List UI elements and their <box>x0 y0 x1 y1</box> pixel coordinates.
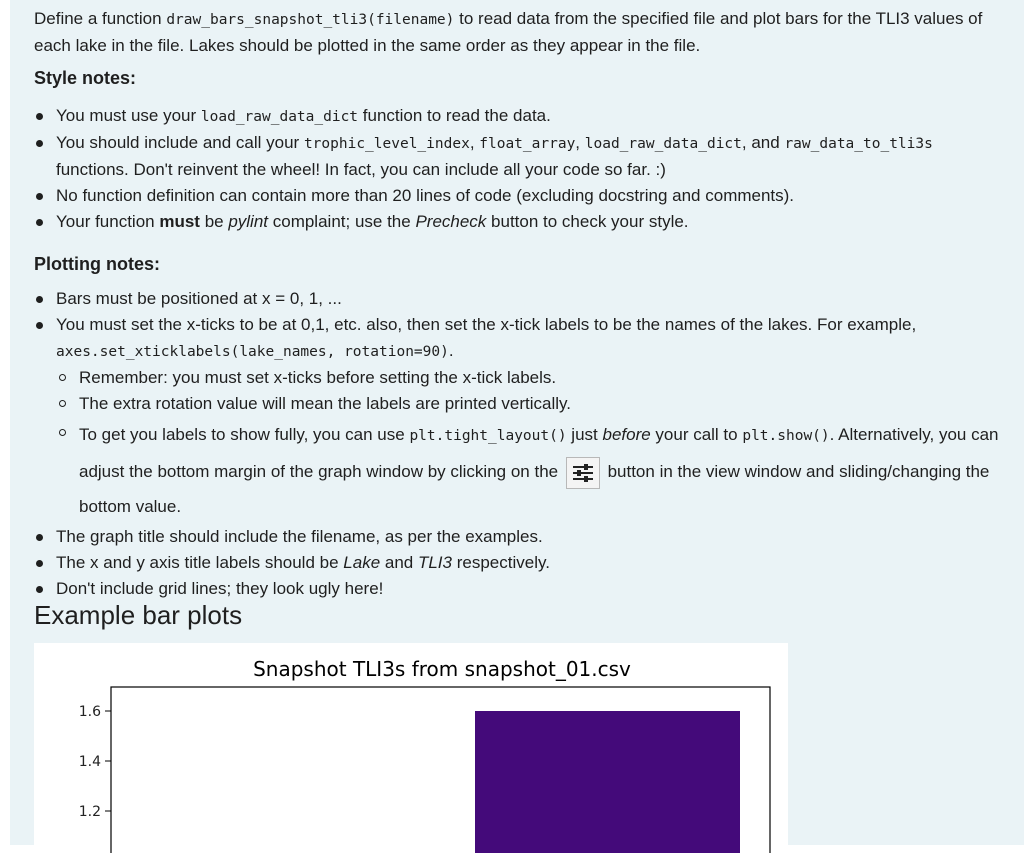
sub-list-item <box>34 417 1004 524</box>
circle-bullet-icon <box>59 400 66 407</box>
text: You must use your <box>56 106 201 125</box>
text: , <box>469 133 480 152</box>
instruction-panel <box>10 0 1024 845</box>
text: Remember: you must set x-ticks before setting the x-tick labels. <box>79 368 557 387</box>
list-item <box>34 103 1004 130</box>
y-tick-label: 1.2 <box>78 804 101 820</box>
text: function to read the data. <box>358 106 551 125</box>
bullet-icon <box>36 193 43 200</box>
text-italic: pylint <box>228 212 269 231</box>
bullet-icon <box>36 534 43 541</box>
list-item <box>34 550 1004 576</box>
y-axis <box>79 704 111 820</box>
code: trophic_level_index <box>303 136 470 152</box>
plotting-notes-list <box>34 286 1004 602</box>
text-italic: before <box>602 425 651 444</box>
text: respectively. <box>452 553 550 572</box>
function-signature: draw_bars_snapshot_tli3(filename) <box>166 12 455 28</box>
text: . <box>448 341 454 360</box>
list-item <box>34 209 1004 235</box>
text: your call to <box>650 425 743 444</box>
style-notes-list <box>34 103 1004 235</box>
code: raw_data_to_tli3s <box>784 136 933 152</box>
text-italic: Lake <box>343 553 381 572</box>
bullet-icon <box>36 322 43 329</box>
text: , and <box>741 133 785 152</box>
bar <box>475 711 740 853</box>
intro-paragraph <box>34 6 994 58</box>
code: plt.show() <box>742 428 830 444</box>
text: The x and y axis title labels should be <box>56 553 344 572</box>
text: Don't include grid lines; they look ugly here! <box>56 579 384 598</box>
configure-subplots-button <box>566 457 600 489</box>
text: Bars must be positioned at x = 0, 1, ... <box>56 289 342 308</box>
bullet-icon <box>36 296 43 303</box>
example-heading: Example bar plots <box>34 600 243 630</box>
text: functions. Don't reinvent the wheel! In fact, you can include all your code so far. :) <box>56 160 666 179</box>
bullet-icon <box>36 560 43 567</box>
list-item <box>34 524 1004 550</box>
text-bold: must <box>159 212 200 231</box>
text: You should include and call your <box>56 133 304 152</box>
bullet-icon <box>36 219 43 226</box>
sliders-icon <box>572 463 594 483</box>
text: Your function <box>56 212 160 231</box>
list-item <box>34 183 1004 209</box>
y-tick-label: 1.4 <box>78 754 101 770</box>
code: float_array <box>479 136 576 152</box>
text: The extra rotation value will mean the labels are printed vertically. <box>79 394 571 413</box>
text: , <box>575 133 585 152</box>
circle-bullet-icon <box>59 429 66 436</box>
code: axes.set_xticklabels(lake_names, rotation=90) <box>56 344 449 360</box>
chart-svg <box>34 643 788 853</box>
list-item <box>34 286 1004 312</box>
intro-text: Define a function <box>34 9 167 28</box>
bullet-icon <box>36 586 43 593</box>
text-italic: Precheck <box>415 212 487 231</box>
text: You must set the x-ticks to be at 0,1, etc. also, then set the x-tick labels to be the names of the lakes. For example, <box>56 315 917 334</box>
code: plt.tight_layout() <box>409 428 567 444</box>
example-chart <box>34 643 788 853</box>
list-item <box>34 130 1004 183</box>
bars <box>475 711 740 853</box>
sub-list-item <box>34 365 1004 391</box>
text: just <box>566 425 603 444</box>
text: and <box>380 553 418 572</box>
y-tick-label: 1.6 <box>78 704 101 720</box>
text-italic: TLI3 <box>417 553 452 572</box>
bullet-icon <box>36 113 43 120</box>
text: No function definition can contain more than 20 lines of code (excluding docstring and comments). <box>56 186 795 205</box>
text: . Alternatively, you can adjust the bottom margin of the graph window by clicking on the <box>79 425 999 481</box>
text: button in the view window and sliding/changing the bottom value. <box>79 462 990 516</box>
circle-bullet-icon <box>59 374 66 381</box>
list-item <box>34 312 1004 365</box>
sub-list-item <box>34 391 1004 417</box>
text: To get you labels to show fully, you can use <box>79 425 410 444</box>
text: button to check your style. <box>486 212 689 231</box>
text: be <box>199 212 229 231</box>
code: load_raw_data_dict <box>584 136 742 152</box>
bullet-icon <box>36 140 43 147</box>
plotting-notes-heading: Plotting notes: <box>34 254 160 274</box>
text: complaint; use the <box>268 212 416 231</box>
list-item <box>34 576 1004 602</box>
text: The graph title should include the filename, as per the examples. <box>56 527 543 546</box>
code: load_raw_data_dict <box>200 109 359 125</box>
chart-title: Snapshot TLI3s from snapshot_01.csv <box>253 657 631 681</box>
style-notes-heading: Style notes: <box>34 68 137 88</box>
intro-text-end: to read data from the specified file and plot bars for the TLI3 values of each lake in the file. Lakes should be plotted in the same order as they appear in the file. <box>34 9 983 55</box>
